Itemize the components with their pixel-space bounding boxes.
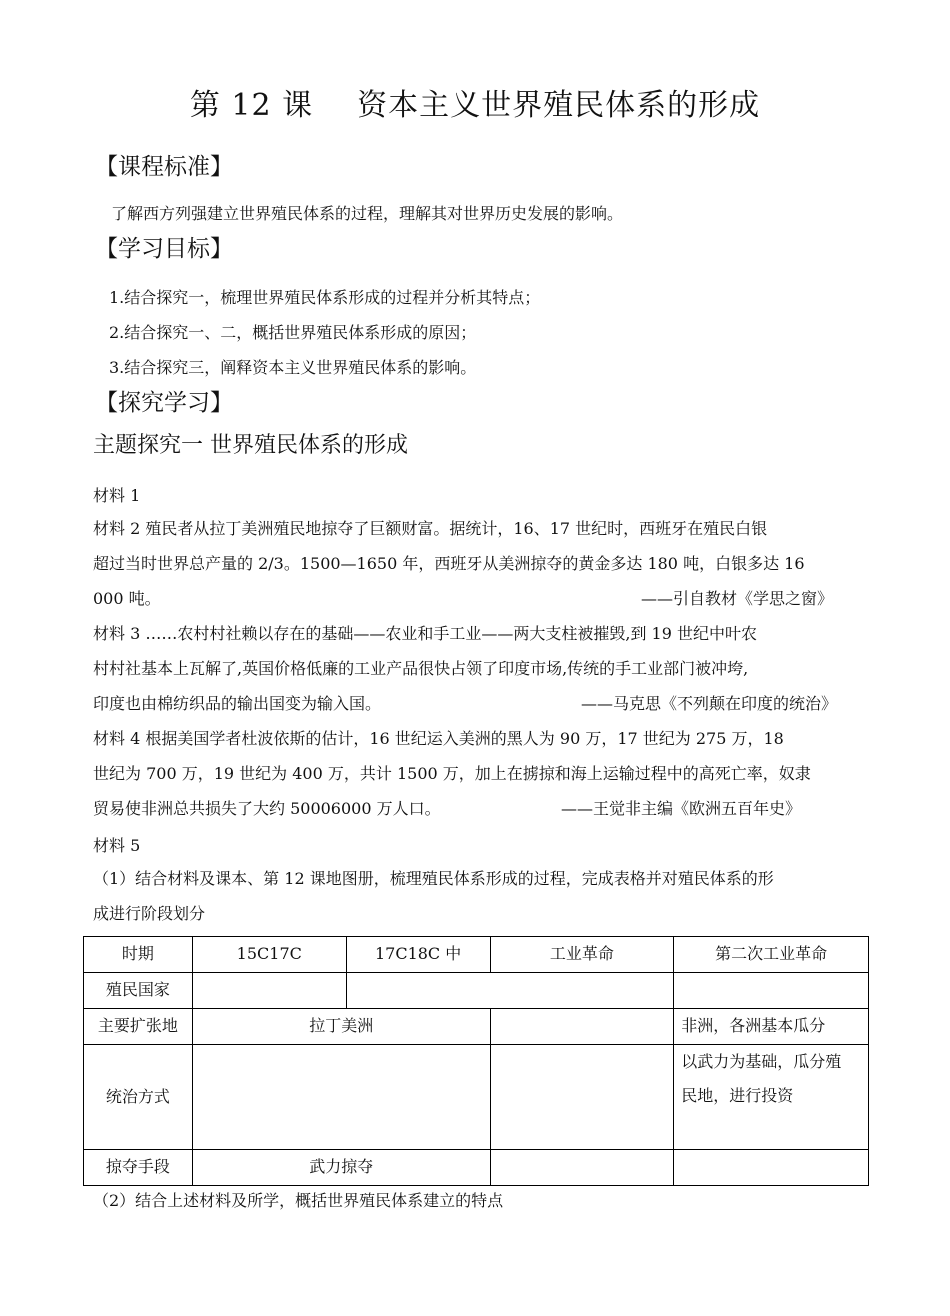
material-2: 材料 2 殖民者从拉丁美洲殖民地掠夺了巨额财富。据统计，16、17 世纪时，西班牙在殖民白银 超过当时世界总产量的 2/3。1500—1650 年，西班牙从美洲掠夺的黄金多达 180 吨，白银多达 16 000 吨。 ——引自教材《学思之窗》 bbox=[93, 511, 861, 616]
goal-item: 1.结合探究一，梳理世界殖民体系形成的过程并分析其特点； bbox=[109, 288, 541, 307]
section-heading-explore: 【探究学习】 bbox=[95, 390, 233, 416]
row-label: 掠夺手段 bbox=[84, 1150, 193, 1186]
table-cell: 武力掠夺 bbox=[192, 1150, 490, 1186]
answer-cell bbox=[490, 1150, 674, 1186]
page-title: 第 12 课 资本主义世界殖民体系的形成 bbox=[189, 88, 761, 123]
header-cell: 第二次工业革命 bbox=[674, 937, 869, 973]
goal-item: 3.结合探究三，阐释资本主义世界殖民体系的影响。 bbox=[109, 358, 477, 377]
question-2: （2）结合上述材料及所学，概括世界殖民体系建立的特点 bbox=[93, 1191, 504, 1210]
citation: ——王觉非主编《欧洲五百年史》 bbox=[560, 799, 801, 818]
material-3: 材料 3 ……农村村社赖以存在的基础——农业和手工业——两大支柱被摧毁,到 19 世纪中叶农 村村社基本上瓦解了,英国价格低廉的工业产品很快占领了印度市场,传统的手工业部门被冲垮, 印度也由棉纺织品的输出国变为输入国。 ——马克思《不列颠在印度的统治》 bbox=[93, 616, 861, 721]
answer-cell bbox=[346, 973, 674, 1009]
colonial-stages-table bbox=[83, 936, 869, 1186]
answer-cell bbox=[490, 1045, 674, 1150]
table-row bbox=[84, 973, 869, 1009]
answer-cell bbox=[674, 973, 869, 1009]
answer-cell bbox=[192, 973, 346, 1009]
question-1: （1）结合材料及课本、第 12 课地图册，梳理殖民体系形成的过程，完成表格并对殖民体系的形 成进行阶段划分 bbox=[93, 869, 774, 923]
table-cell: 拉丁美洲 bbox=[192, 1009, 490, 1045]
answer-cell bbox=[674, 1150, 869, 1186]
citation: ——引自教材《学思之窗》 bbox=[640, 589, 833, 608]
row-label: 殖民国家 bbox=[84, 973, 193, 1009]
table-cell: 以武力为基础，瓜分殖 民地，进行投资 bbox=[674, 1045, 869, 1150]
header-cell: 时期 bbox=[84, 937, 193, 973]
section-heading-goals: 【学习目标】 bbox=[95, 236, 233, 262]
table-row bbox=[84, 1150, 869, 1186]
material-5: 材料 5 bbox=[93, 836, 141, 855]
table-cell: 非洲，各洲基本瓜分 bbox=[674, 1009, 869, 1045]
table-row bbox=[84, 1009, 869, 1045]
row-label: 主要扩张地 bbox=[84, 1009, 193, 1045]
goal-item: 2.结合探究一、二，概括世界殖民体系形成的原因； bbox=[109, 323, 477, 342]
material-4: 材料 4 根据美国学者杜波依斯的估计，16 世纪运入美洲的黑人为 90 万，17 世纪为 275 万，18 世纪为 700 万，19 世纪为 400 万，共计 1500 万，加上在掳掠和海上运输过程中的高死亡率，奴隶 贸易使非洲总共损失了大约 50006000 万人口。 ——王觉非主编《欧洲五百年史》 bbox=[93, 721, 861, 826]
section-heading-standard: 【课程标准】 bbox=[95, 154, 233, 180]
citation: ——马克思《不列颠在印度的统治》 bbox=[580, 694, 837, 713]
topic-heading: 主题探究一 世界殖民体系的形成 bbox=[93, 433, 408, 458]
table-row bbox=[84, 1045, 869, 1150]
row-label: 统治方式 bbox=[84, 1045, 193, 1150]
header-cell: 17C18C 中 bbox=[346, 937, 490, 973]
standard-text: 了解西方列强建立世界殖民体系的过程，理解其对世界历史发展的影响。 bbox=[111, 204, 624, 223]
answer-cell bbox=[192, 1045, 490, 1150]
material-1: 材料 1 bbox=[93, 486, 141, 505]
answer-cell bbox=[490, 1009, 674, 1045]
header-cell: 工业革命 bbox=[490, 937, 674, 973]
header-cell: 15C17C bbox=[192, 937, 346, 973]
table-header-row bbox=[84, 937, 869, 973]
